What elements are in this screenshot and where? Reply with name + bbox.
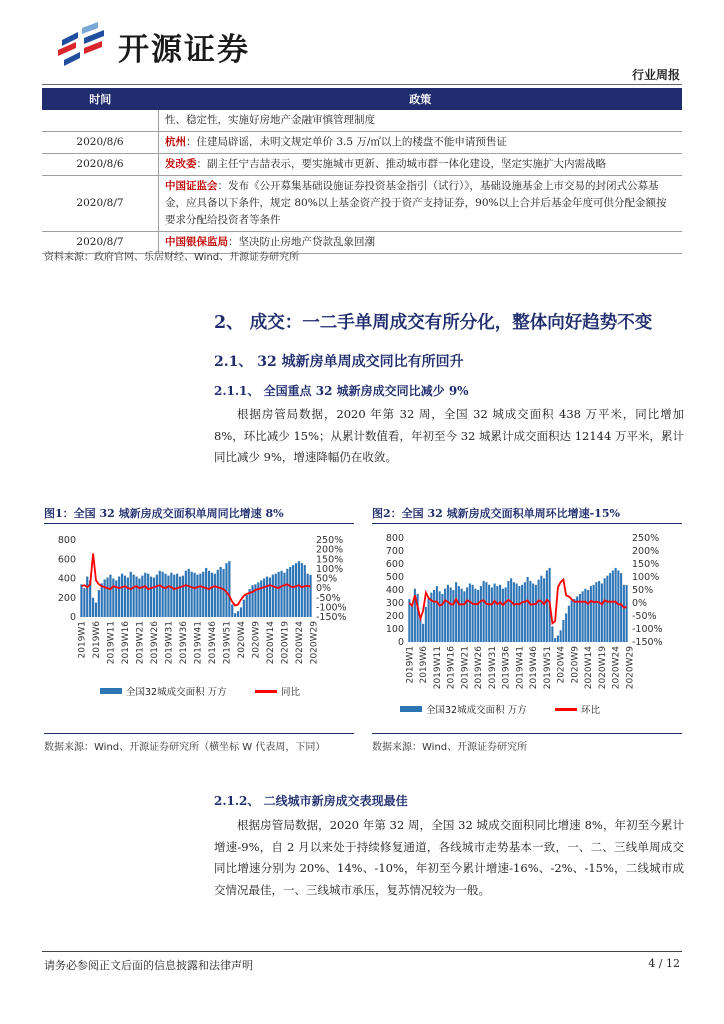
bar: [543, 578, 545, 642]
x-axis-tick: 2019W16: [446, 646, 457, 690]
x-axis-tick: 2020W29: [309, 621, 320, 665]
bar: [159, 571, 161, 617]
bar: [301, 563, 303, 617]
right-axis-tick: -100%: [316, 602, 347, 614]
bar: [246, 595, 248, 617]
x-axis-tick: 2020W24: [611, 646, 622, 690]
left-axis-tick: 200: [57, 592, 76, 604]
bar: [289, 567, 291, 617]
bar: [617, 571, 619, 643]
bar: [540, 576, 542, 642]
figure-1-source: 数据来源：Wind、开源证券研究所（横坐标 W 代表周，下同）: [44, 742, 326, 753]
bar: [590, 586, 592, 642]
bar: [208, 571, 210, 617]
bar: [436, 586, 438, 642]
bar: [260, 580, 262, 617]
report-type: 行业周报: [631, 68, 680, 82]
bar: [615, 568, 617, 642]
bar: [115, 580, 117, 617]
right-axis-tick: 100%: [316, 563, 344, 575]
bar: [217, 570, 219, 617]
x-axis-tick: 2019W6: [92, 621, 102, 659]
subsubsection-heading: 2.1.2、 二线城市新房成交表现最佳: [214, 794, 408, 808]
right-axis-tick: -100%: [632, 624, 663, 635]
bar: [491, 587, 493, 642]
row-agency: 发改委: [165, 158, 197, 170]
left-axis-tick: 400: [57, 573, 76, 585]
bar: [164, 574, 166, 617]
bar: [428, 598, 430, 642]
x-axis-tick: 2019W41: [515, 646, 526, 690]
x-axis-tick: 2019W6: [419, 646, 430, 684]
table-row: [42, 176, 682, 232]
right-axis-tick: 150%: [316, 554, 344, 566]
bar: [532, 584, 534, 643]
bar: [573, 599, 575, 642]
subsection-heading: 2.1、 32 城新房单周成交同比有所回升: [214, 354, 464, 370]
bar: [472, 585, 474, 642]
bar: [626, 585, 628, 642]
bar: [182, 576, 184, 617]
x-axis-tick: 2019W1: [405, 646, 416, 684]
left-axis-tick: 700: [385, 546, 404, 557]
bar: [505, 587, 507, 642]
table-header-row: [42, 88, 682, 110]
bar: [546, 571, 548, 643]
bar: [240, 607, 242, 617]
right-axis-tick: -150%: [632, 637, 663, 648]
column-header-policy: 政策: [159, 88, 683, 110]
bar: [568, 606, 570, 642]
figure-2-source: 数据来源：Wind、开源证券研究所: [372, 742, 528, 753]
bar: [220, 567, 222, 617]
bar: [153, 578, 155, 617]
bar: [527, 577, 529, 642]
bar: [173, 575, 175, 617]
bar: [593, 585, 595, 642]
bar: [234, 613, 236, 617]
bar: [447, 585, 449, 642]
bar: [524, 582, 526, 642]
bar: [286, 569, 288, 617]
x-axis-tick: 2019W21: [135, 621, 146, 665]
left-axis-tick: 500: [385, 572, 404, 583]
right-axis-tick: 200%: [316, 544, 344, 556]
x-axis-tick: 2019W46: [529, 646, 540, 690]
bar: [86, 577, 88, 617]
x-axis-tick: 2020W9: [570, 646, 581, 684]
x-axis-tick: 2019W36: [501, 646, 512, 690]
x-axis-tick: 2020W19: [280, 621, 291, 665]
table-row: [42, 110, 682, 132]
left-axis-tick: 0: [69, 612, 76, 623]
bar: [450, 587, 452, 642]
right-axis-tick: 50%: [632, 585, 654, 596]
bar: [480, 586, 482, 642]
bar: [529, 581, 531, 642]
legend-bar-label: 全国32城成交面积 万方: [126, 687, 227, 698]
x-axis-tick: 2019W21: [460, 646, 471, 690]
x-axis-tick: 2020W14: [265, 621, 276, 665]
row-policy: [159, 154, 683, 176]
bar: [466, 587, 468, 642]
bar: [106, 578, 108, 617]
figure-2-chart: [372, 530, 682, 695]
bar: [507, 581, 509, 642]
legend-line-label: 同比: [281, 687, 301, 698]
bar: [518, 586, 520, 642]
left-axis-tick: 400: [385, 585, 404, 596]
right-axis-tick: 250%: [632, 533, 660, 544]
bar: [251, 585, 253, 617]
bar: [118, 577, 120, 617]
row-policy-text: ：住建局辟谣，未明文规定单价 3.5 万/㎡以上的楼盘不能申请预售证: [186, 136, 507, 148]
bar: [584, 589, 586, 642]
bar: [309, 575, 311, 617]
right-axis-tick: 250%: [316, 535, 344, 546]
bar: [185, 571, 187, 617]
bar: [499, 585, 501, 642]
bar: [243, 600, 245, 617]
bar: [202, 572, 204, 617]
bar: [199, 574, 201, 617]
bar: [304, 565, 306, 617]
row-policy: [159, 176, 683, 232]
bar: [292, 565, 294, 617]
logo: [54, 20, 274, 70]
bar: [109, 575, 111, 617]
row-policy: [159, 110, 683, 132]
right-axis-tick: -50%: [316, 592, 341, 604]
bar: [411, 604, 413, 642]
row-policy-text: ：发布《公开募集基础设施证券投资基金指引（试行）》，基础设施基金上市交易的封闭式公募基金，应具备以下条件，规定 80%以上基金资产投于资产支持证券，90%以上合并后基金年度可供分配金额按要求分配给投资者等条件: [165, 180, 667, 226]
x-axis-tick: 2019W51: [542, 646, 553, 690]
bar: [196, 575, 198, 617]
bar: [211, 573, 213, 617]
bar: [502, 589, 504, 642]
bar: [104, 579, 106, 617]
left-axis-tick: 800: [57, 535, 76, 546]
page-number: 4 / 12: [648, 957, 680, 970]
bar: [433, 590, 435, 642]
bar: [455, 582, 457, 642]
bar: [278, 572, 280, 617]
bar: [562, 620, 564, 642]
bar: [214, 574, 216, 617]
x-axis-tick: 2020W24: [294, 621, 305, 665]
bar: [280, 571, 282, 617]
column-header-date: 时间: [42, 88, 159, 110]
legend-bar-swatch: [400, 706, 422, 712]
x-axis-tick: 2019W26: [150, 621, 160, 665]
row-date: [42, 110, 159, 132]
row-policy-text: ：坚决防止房地产贷款乱象回潮: [228, 236, 375, 248]
x-axis-tick: 2020W14: [584, 646, 595, 690]
bar: [557, 636, 559, 643]
section-heading: 2、 成交：一二手单周成交有所分化，整体向好趋势不变: [214, 313, 653, 333]
bar: [513, 582, 515, 642]
bar: [263, 579, 265, 618]
bar: [222, 569, 224, 617]
bar: [408, 599, 410, 642]
bar: [598, 581, 600, 642]
bar: [80, 584, 82, 617]
row-policy-text: 性、稳定性，实施好房地产金融审慎管理制度: [165, 114, 375, 126]
bar: [554, 638, 556, 642]
figure-1-bottom-rule: [44, 733, 354, 734]
row-agency: 杭州: [165, 136, 186, 148]
bar: [156, 575, 158, 617]
x-axis-tick: 2019W31: [164, 621, 175, 665]
bar: [565, 613, 567, 642]
subsubsection-heading: 2.1.1、 全国重点 32 城新房成交同比减少 9%: [214, 384, 469, 398]
right-axis-tick: 0%: [316, 583, 332, 595]
row-agency: 中国银保监局: [165, 236, 228, 248]
x-axis-tick: 2020W29: [625, 646, 636, 690]
left-axis-tick: 600: [57, 554, 76, 566]
figure-1-chart: [44, 530, 354, 675]
bar: [269, 578, 271, 617]
bar: [130, 572, 132, 617]
bar: [133, 575, 135, 617]
bar: [494, 584, 496, 643]
bar: [510, 578, 512, 642]
left-axis-tick: 600: [385, 559, 404, 570]
row-date: 2020/8/7: [42, 176, 159, 232]
table-row: [42, 154, 682, 176]
bar: [587, 590, 589, 642]
row-date: 2020/8/6: [42, 154, 159, 176]
bar: [601, 584, 603, 643]
x-axis-tick: 2019W1: [77, 621, 88, 659]
bar: [228, 561, 230, 617]
x-axis-tick: 2020W9: [251, 621, 262, 659]
legend-line-swatch: [555, 708, 577, 711]
x-axis-tick: 2019W11: [106, 621, 117, 665]
bar: [483, 581, 485, 642]
policy-table: [42, 88, 682, 254]
bar: [266, 577, 268, 617]
x-axis-tick: 2019W51: [222, 621, 233, 665]
bar: [162, 572, 164, 617]
bar: [538, 580, 540, 642]
bar: [521, 585, 523, 642]
bar: [474, 589, 476, 642]
bar: [551, 626, 553, 642]
bar: [191, 572, 193, 617]
x-axis-tick: 2020W19: [597, 646, 608, 690]
bar: [257, 582, 259, 617]
footer-rule: [42, 951, 682, 952]
bar: [121, 574, 123, 617]
logo-text: 开源证券: [118, 32, 250, 68]
left-axis-tick: 100: [385, 624, 404, 635]
bar: [167, 576, 169, 617]
bar: [147, 574, 149, 617]
left-axis-tick: 0: [397, 637, 404, 648]
bar: [560, 630, 562, 642]
bar: [441, 594, 443, 642]
figure-2-legend: [400, 702, 660, 716]
bar: [469, 584, 471, 643]
footer-disclaimer: 请务必参阅正文后面的信息披露和法律声明: [44, 959, 253, 972]
bar: [98, 590, 100, 617]
x-axis-tick: 2019W16: [121, 621, 131, 665]
bar: [141, 576, 143, 617]
row-policy-text: ：副主任宁吉喆表示，要实施城市更新、推动城市群一体化建设，坚定实施扩大内需战略: [196, 158, 606, 170]
bar: [582, 591, 584, 642]
figure-2-bottom-rule: [372, 733, 682, 734]
left-axis-tick: 800: [385, 533, 404, 544]
bar: [609, 573, 611, 642]
bar: [205, 568, 207, 617]
x-axis-tick: 2019W31: [487, 646, 498, 690]
bar: [283, 573, 285, 617]
bar: [298, 561, 300, 617]
x-axis-tick: 2020W4: [236, 621, 247, 659]
bar: [188, 569, 190, 617]
table-row: [42, 132, 682, 154]
x-axis-tick: 2019W26: [474, 646, 485, 690]
legend-line-swatch: [255, 690, 277, 693]
row-agency: 中国证监会: [165, 180, 218, 192]
bar: [606, 576, 608, 642]
legend-line-label: 环比: [581, 705, 601, 716]
bar: [237, 611, 239, 617]
bar: [576, 597, 578, 643]
bar: [179, 577, 181, 617]
right-axis-tick: -150%: [316, 612, 347, 623]
bar: [138, 579, 140, 618]
bar: [535, 585, 537, 642]
bar: [92, 598, 94, 617]
row-date: 2020/8/7: [42, 232, 159, 254]
x-axis-tick: 2020W4: [556, 646, 567, 684]
bar: [444, 589, 446, 642]
right-axis-tick: 0%: [632, 598, 648, 609]
figure-2-rule: [372, 523, 682, 524]
bar: [623, 585, 625, 642]
bar: [488, 585, 490, 642]
figure-1-legend: [100, 684, 360, 698]
bar: [101, 583, 103, 617]
bar: [463, 591, 465, 642]
bar: [439, 591, 441, 642]
bar: [452, 590, 454, 642]
bar: [83, 588, 85, 617]
x-axis-tick: 2019W36: [178, 621, 189, 665]
bar: [516, 584, 518, 643]
legend-bar-label: 全国32城成交面积 万方: [426, 705, 527, 716]
bar: [425, 607, 427, 642]
right-axis-tick: -50%: [632, 611, 657, 622]
left-axis-tick: 200: [385, 611, 404, 622]
bar: [477, 590, 479, 642]
bar: [422, 624, 424, 642]
row-policy: [159, 132, 683, 154]
bar: [170, 573, 172, 617]
bar: [127, 578, 129, 617]
figure-1-rule: [44, 523, 354, 524]
bar: [231, 604, 233, 617]
bar: [307, 574, 309, 617]
left-axis-tick: 300: [385, 598, 404, 609]
table-source: 资料来源：政府官网、乐居财经、Wind、开源证券研究所: [44, 252, 300, 263]
bar: [150, 577, 152, 617]
body-paragraph: 根据房管局数据，2020 年第 32 周，全国 32 城成交面积同比增速 8%，年初至今累计增速-9%，自 2 月以来处于持续修复通道，各线城市走势基本一致，一、二、三线单周成交同比增速分别为 20%、14%、-10%，年初至今累计增速-16%、-2%、-15%，二线城市成交情况最佳，一、三线城市承压，复苏情况较为一般。: [214, 818, 684, 897]
right-axis-tick: 150%: [632, 559, 660, 570]
bar: [295, 563, 297, 617]
bar: [176, 574, 178, 617]
bar: [620, 573, 622, 642]
bar: [604, 578, 606, 642]
bar: [124, 576, 126, 617]
bar: [496, 586, 498, 642]
bar: [571, 600, 573, 642]
bar: [461, 589, 463, 642]
bar: [95, 603, 97, 617]
right-axis-tick: 100%: [632, 572, 660, 583]
bar: [272, 575, 274, 617]
figure-1-title: 图1：全国 32 城新房成交面积单周同比增速 8%: [44, 507, 284, 520]
header-rule: [42, 84, 682, 85]
legend-bar-swatch: [100, 688, 122, 694]
bar: [112, 579, 114, 618]
x-axis-tick: 2019W11: [432, 646, 443, 690]
x-axis-tick: 2019W41: [193, 621, 204, 665]
bar: [458, 586, 460, 642]
bar: [485, 582, 487, 642]
bar: [595, 582, 597, 642]
bar: [275, 574, 277, 617]
bar: [144, 573, 146, 617]
bar: [612, 571, 614, 643]
right-axis-tick: 200%: [632, 546, 660, 557]
row-date: 2020/8/6: [42, 132, 159, 154]
right-axis-tick: 50%: [316, 573, 338, 585]
x-axis-tick: 2019W46: [207, 621, 218, 665]
figure-2-title: 图2：全国 32 城新房成交面积单周环比增速-15%: [372, 507, 620, 520]
bar: [193, 573, 195, 617]
logo-mark-icon: [54, 20, 114, 70]
bar: [135, 577, 137, 617]
body-paragraph: 根据房管局数据，2020 年第 32 周，全国 32 城成交面积 438 万平米，同比增加 8%，环比减少 15%；从累计数值看，年初至今 32 城累计成交面积达 12144 万平米，累计同比减少 9%，增速降幅仍在收敛。: [214, 407, 684, 464]
